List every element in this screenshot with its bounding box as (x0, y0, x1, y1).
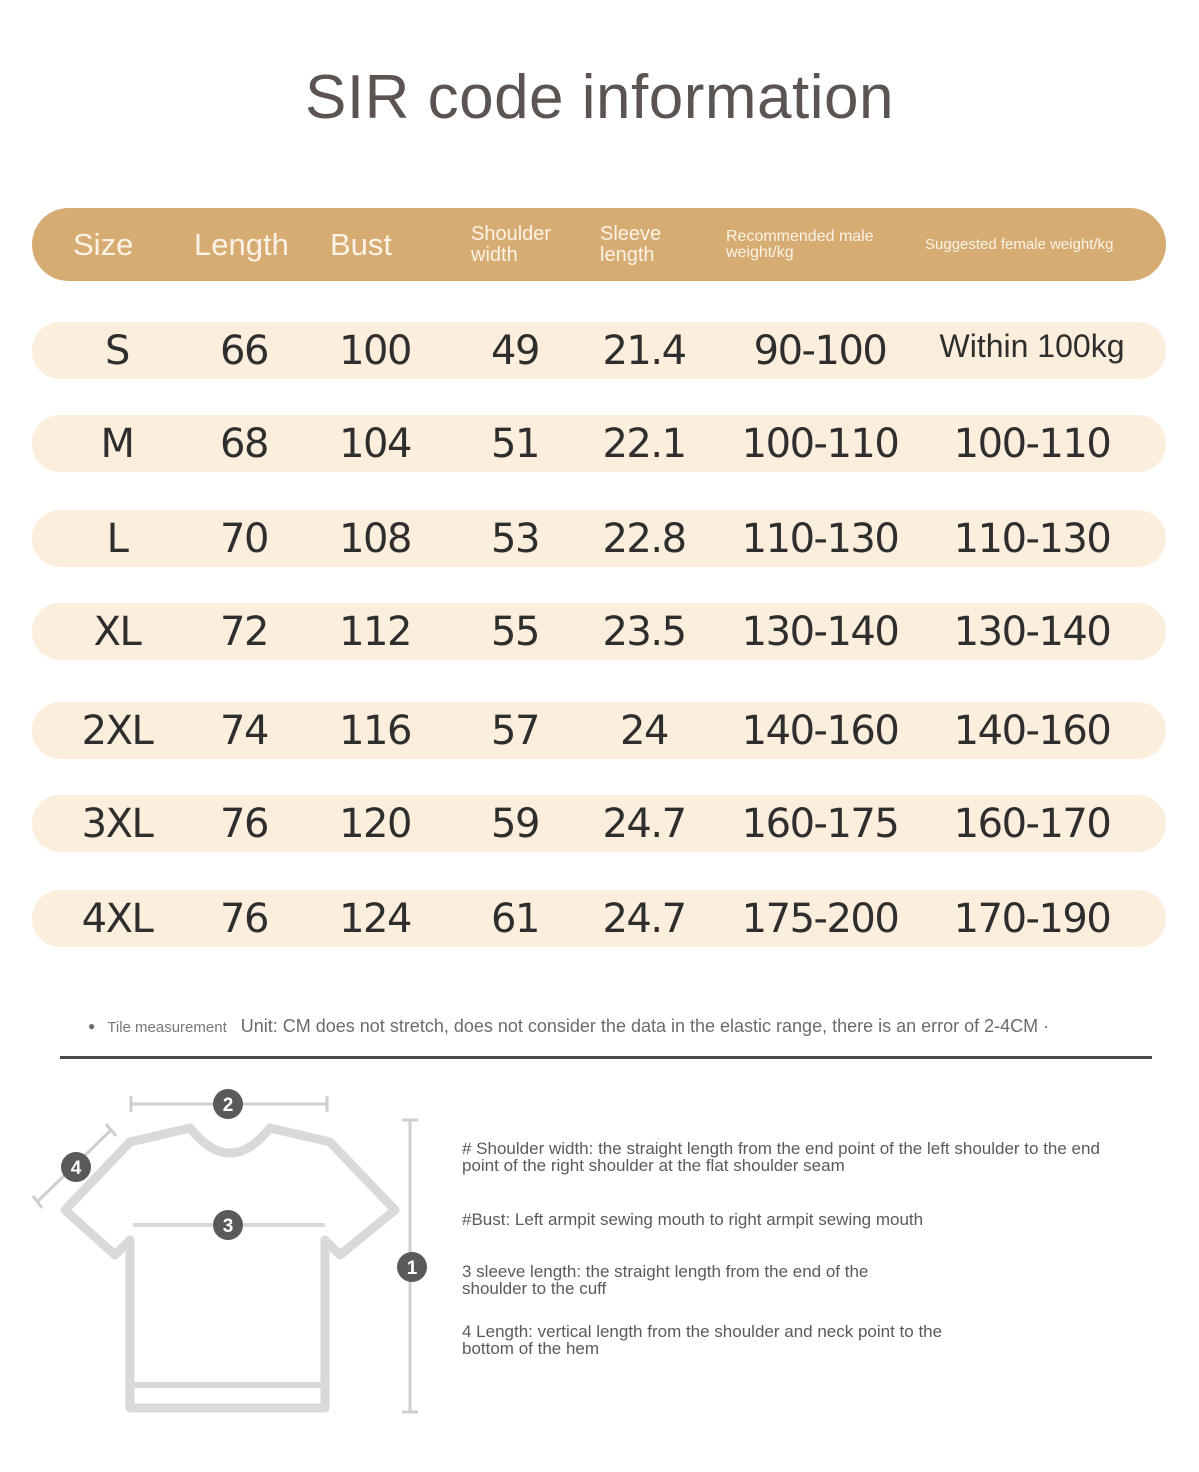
cell-male-weight: 160-175 (741, 800, 899, 847)
table-row (32, 603, 1166, 660)
page-title: SIR code information (305, 63, 894, 132)
cell-female-weight: 160-170 (953, 800, 1111, 847)
marker-3-icon (213, 1210, 243, 1240)
cell-shoulder-width: 55 (491, 608, 539, 655)
measurement-note (88, 1016, 1049, 1037)
svg-text:3: 3 (222, 1216, 234, 1237)
cell-male-weight: 110-130 (741, 515, 899, 562)
header-length: Length (194, 227, 289, 262)
table-row (32, 890, 1166, 947)
cell-size: M (100, 420, 134, 467)
cell-sleeve-length: 22.8 (602, 515, 686, 562)
cell-length: 70 (220, 515, 268, 562)
marker-2-icon (213, 1089, 243, 1119)
cell-female-weight: 110-130 (953, 515, 1111, 562)
cell-bust: 116 (339, 707, 411, 754)
tshirt-outline (65, 1128, 395, 1408)
cell-shoulder-width: 53 (491, 515, 539, 562)
svg-text:1: 1 (406, 1258, 418, 1279)
sleeve-length-description: 3 sleeve length: the straight length from the end of the shoulder to the cuff (462, 1262, 869, 1298)
cell-shoulder-width: 61 (491, 895, 539, 942)
cell-male-weight: 175-200 (741, 895, 899, 942)
bullet-icon: ● (88, 1019, 96, 1033)
cell-length: 68 (220, 420, 268, 467)
tshirt-collar (190, 1128, 270, 1153)
svg-text:4: 4 (70, 1158, 82, 1179)
cell-sleeve-length: 24.7 (602, 895, 686, 942)
svg-text:2: 2 (222, 1095, 234, 1116)
cell-shoulder-width: 51 (491, 420, 539, 467)
cell-female-weight: 170-190 (953, 895, 1111, 942)
cell-male-weight: 90-100 (753, 327, 887, 374)
cell-female-weight: 130-140 (953, 608, 1111, 655)
tshirt-measurement-diagram (25, 1080, 445, 1430)
marker-1-icon (397, 1252, 427, 1282)
header-female-weight: Suggested female weight/kg (925, 235, 1114, 253)
cell-sleeve-length: 21.4 (602, 327, 686, 374)
cell-size: 3XL (81, 800, 153, 847)
measurement-text: Unit: CM does not stretch, does not consider the data in the elastic range, there is an error of 2-4CM · (240, 1016, 1050, 1036)
header-bust: Bust (330, 227, 393, 262)
header-shoulder-width: Shoulder width (471, 222, 552, 266)
table-row (32, 795, 1166, 852)
cell-size: 4XL (81, 895, 153, 942)
table-row (32, 510, 1166, 567)
cell-shoulder-width: 59 (491, 800, 539, 847)
cell-male-weight: 100-110 (741, 420, 899, 467)
cell-length: 76 (220, 895, 268, 942)
cell-bust: 124 (339, 895, 411, 942)
cell-male-weight: 140-160 (741, 707, 899, 754)
cell-sleeve-length: 24 (620, 707, 668, 754)
table-row (32, 415, 1166, 472)
cell-sleeve-length: 24.7 (602, 800, 686, 847)
cell-size: 2XL (81, 707, 153, 754)
cell-bust: 112 (339, 608, 411, 655)
cell-size: L (106, 515, 128, 562)
cell-sleeve-length: 23.5 (602, 608, 686, 655)
cell-size: S (105, 327, 129, 374)
cell-female-weight: 100-110 (953, 420, 1111, 467)
cell-sleeve-length: 22.1 (602, 420, 686, 467)
table-row (32, 322, 1166, 379)
measurement-label: Tile measurement (107, 1019, 227, 1036)
marker-4-icon (61, 1152, 91, 1182)
cell-female-weight: Within 100kg (939, 328, 1125, 364)
header-male-weight: Recommended male weight/kg (726, 227, 874, 261)
cell-bust: 100 (339, 327, 411, 374)
header-size: Size (73, 227, 134, 262)
cell-length: 76 (220, 800, 268, 847)
cell-female-weight: 140-160 (953, 707, 1111, 754)
cell-male-weight: 130-140 (741, 608, 899, 655)
header-sleeve-length: Sleeve length (600, 222, 662, 266)
table-row (32, 702, 1166, 759)
cell-size: XL (93, 608, 141, 655)
length-description: 4 Length: vertical length from the shoulder and neck point to the bottom of the hem (462, 1322, 943, 1358)
cell-bust: 108 (339, 515, 411, 562)
cell-bust: 120 (339, 800, 411, 847)
cell-length: 72 (220, 608, 268, 655)
cell-length: 74 (220, 707, 268, 754)
cell-shoulder-width: 57 (491, 707, 539, 754)
shoulder-width-description: # Shoulder width: the straight length from the end point of the left shoulder to the end point of the right shoulder at the flat shoulder seam (462, 1139, 1100, 1175)
cell-bust: 104 (339, 420, 411, 467)
divider (60, 1056, 1152, 1059)
bust-description: #Bust: Left armpit sewing mouth to right armpit sewing mouth (462, 1210, 924, 1229)
cell-shoulder-width: 49 (491, 327, 539, 374)
size-table-header (32, 208, 1166, 281)
cell-length: 66 (220, 327, 268, 374)
